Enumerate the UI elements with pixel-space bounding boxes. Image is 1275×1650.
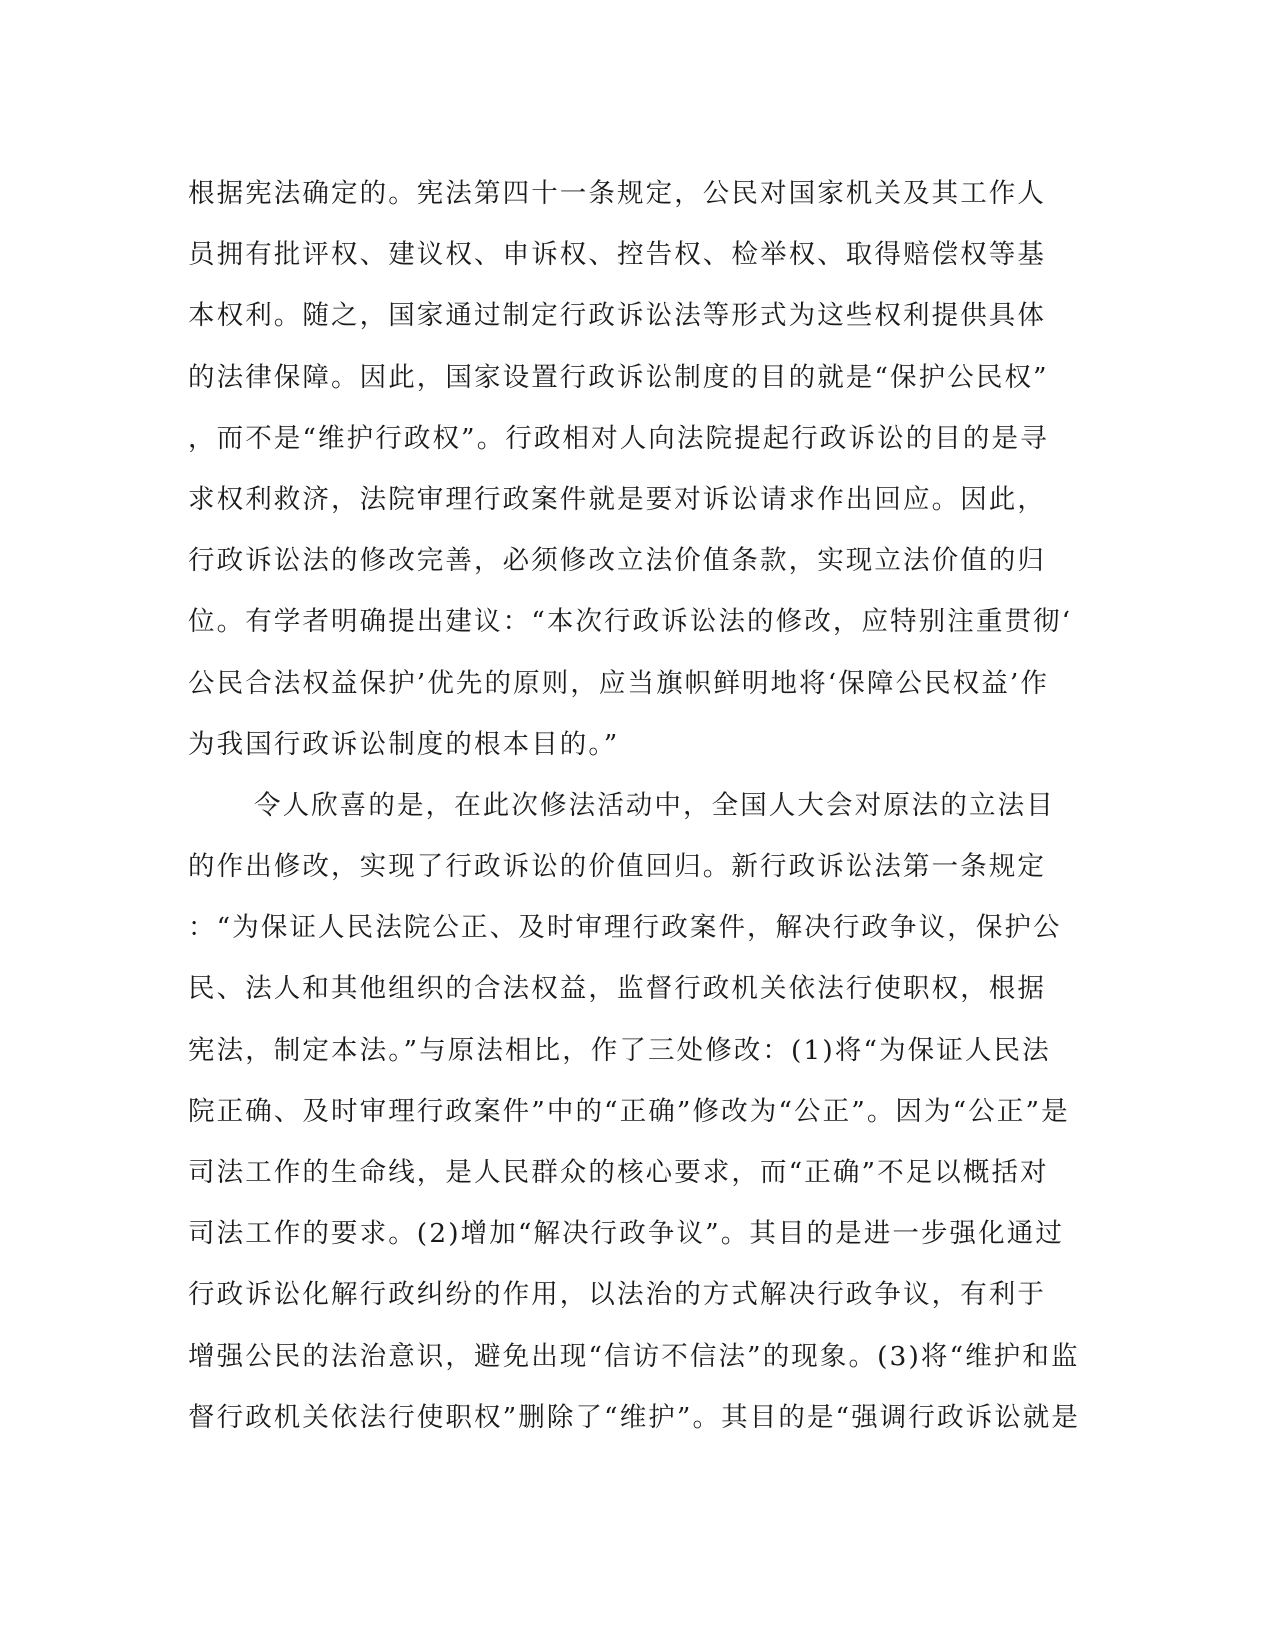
paragraph-2-line-10: 增强公民的法治意识，避免出现“信访不信法”的现象。(3)将“维护和监 (188, 1340, 1080, 1372)
paragraph-2-line-3: ：“为保证人民法院公正、及时审理行政案件，解决行政争议，保护公 (188, 912, 1062, 944)
paragraph-2-line-11: 督行政机关依法行使职权”删除了“维护”。其目的是“强调行政诉讼就是 (188, 1401, 1080, 1433)
paragraph-1-line-5: ，而不是“维护行政权”。行政相对人向法院提起行政诉讼的目的是寻 (188, 422, 1049, 454)
paragraph-1-line-3: 本权利。随之，国家通过制定行政诉讼法等形式为这些权利提供具体 (188, 300, 1046, 332)
paragraph-1-line-7: 行政诉讼法的修改完善，必须修改立法价值条款，实现立法价值的归 (188, 545, 1046, 577)
paragraph-1-line-10: 为我国行政诉讼制度的根本目的。” (188, 728, 620, 760)
paragraph-1-line-2: 员拥有批评权、建议权、申诉权、控告权、检举权、取得赔偿权等基 (188, 239, 1046, 271)
paragraph-1-line-6: 求权利救济，法院审理行政案件就是要对诉讼请求作出回应。因此， (188, 483, 1046, 515)
body-text (188, 163, 1088, 1448)
paragraph-2-line-2: 的作出修改，实现了行政诉讼的价值回归。新行政诉讼法第一条规定 (188, 851, 1046, 883)
paragraph-1-line-8: 位。有学者明确提出建议：“本次行政诉讼法的修改，应特别注重贯彻‘ (188, 606, 1073, 638)
paragraph-2-line-9: 行政诉讼化解行政纠纷的作用，以法治的方式解决行政争议，有利于 (188, 1279, 1046, 1311)
paragraph-2-line-1: 令人欣喜的是，在此次修法活动中，全国人大会对原法的立法目 (254, 789, 1055, 821)
paragraph-2-line-7: 司法工作的生命线，是人民群众的核心要求，而“正确”不足以概括对 (188, 1157, 1049, 1188)
paragraph-2-line-8: 司法工作的要求。(2)增加“解决行政争议”。其目的是进一步强化通过 (188, 1218, 1064, 1250)
paragraph-2-line-6: 院正确、及时审理行政案件”中的“正确”修改为“公正”。因为“公正”是 (188, 1095, 1070, 1127)
paragraph-2-line-5: 宪法，制定本法。”与原法相比，作了三处修改：(1)将“为保证人民法 (188, 1034, 1051, 1066)
paragraph-1-line-1: 根据宪法确定的。宪法第四十一条规定，公民对国家机关及其工作人 (188, 178, 1046, 209)
paragraph-1-line-4: 的法律保障。因此，国家设置行政诉讼制度的目的就是“保护公民权” (188, 361, 1049, 393)
paragraph-2-line-4: 民、法人和其他组织的合法权益，监督行政机关依法行使职权，根据 (188, 973, 1046, 1005)
paragraph-1-line-9: 公民合法权益保护’优先的原则，应当旗帜鲜明地将‘保障公民权益’作 (188, 667, 1049, 699)
